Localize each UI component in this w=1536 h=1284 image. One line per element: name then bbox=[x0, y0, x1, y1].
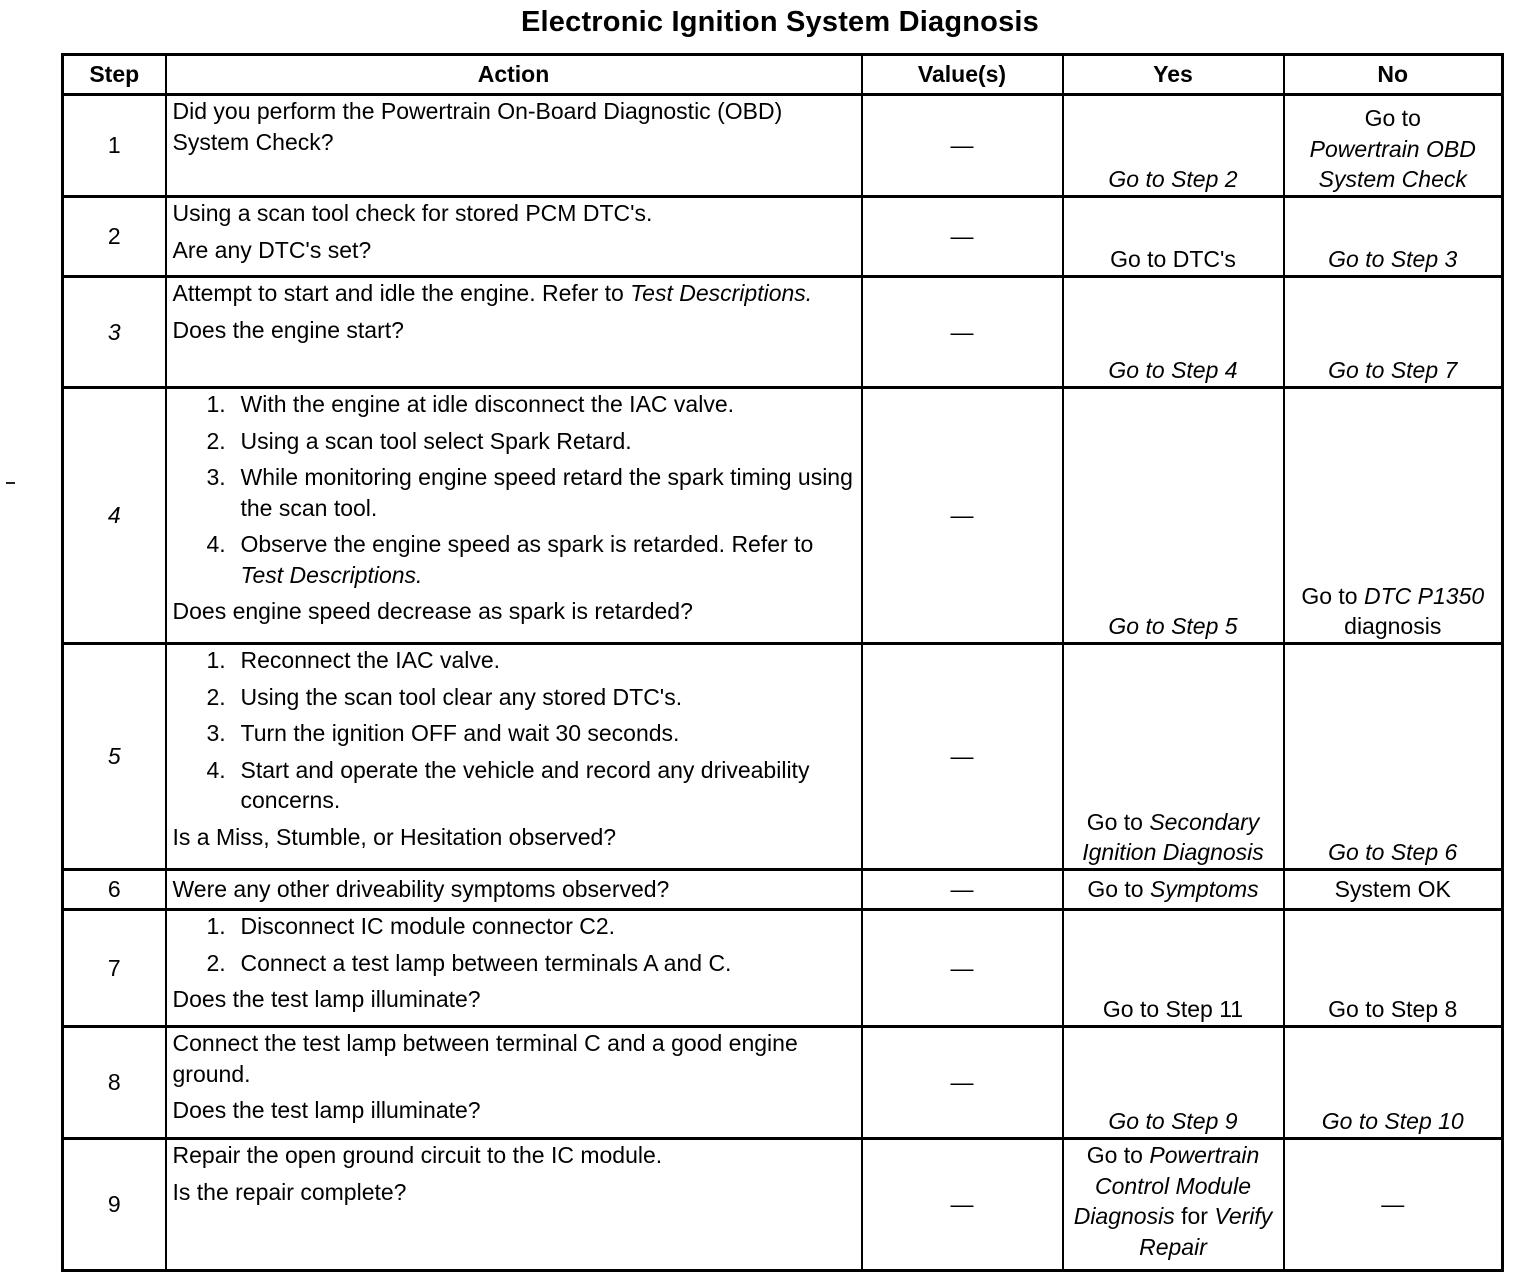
yes-prefix: Go to bbox=[1087, 876, 1144, 903]
table-row bbox=[63, 910, 1503, 1027]
yes-italic: Powertrain Control Module Diagnosis bbox=[1073, 1142, 1260, 1230]
value-dash: — bbox=[950, 1069, 974, 1096]
action-question: Does the test lamp illuminate? bbox=[172, 986, 481, 1013]
yes-cell bbox=[1063, 1139, 1284, 1271]
action-cell bbox=[166, 277, 862, 388]
header-step: Step bbox=[63, 55, 166, 95]
action-italic: Test Descriptions. bbox=[630, 280, 813, 306]
step-number: 1 bbox=[63, 95, 166, 197]
list-item: With the engine at idle disconnect the IAC valve. bbox=[240, 391, 735, 417]
action-text: Attempt to start and idle the engine. Refer to bbox=[172, 280, 624, 306]
value-cell bbox=[862, 277, 1063, 388]
header-no: No bbox=[1284, 55, 1503, 95]
list-item-italic: Test Descriptions. bbox=[240, 561, 423, 588]
yes-cell: Go to Step 9 bbox=[1063, 1027, 1284, 1139]
action-question: Does engine speed decrease as spark is retarded? bbox=[172, 598, 693, 625]
list-item: While monitoring engine speed retard the spark timing using the scan tool. bbox=[240, 464, 853, 521]
step-number: 9 bbox=[63, 1139, 166, 1271]
action-question: Does the test lamp illuminate? bbox=[172, 1097, 481, 1124]
step-number: 3 bbox=[63, 277, 166, 388]
action-cell bbox=[166, 910, 862, 1027]
list-item bbox=[241, 529, 855, 590]
step-number: 4 bbox=[63, 388, 166, 644]
header-action: Action bbox=[166, 55, 862, 95]
action-text: Repair the open ground circuit to the IC module. bbox=[172, 1142, 663, 1168]
no-cell bbox=[1284, 388, 1503, 644]
no-cell: Go to Step 10 bbox=[1284, 1027, 1503, 1139]
table-row bbox=[63, 95, 1503, 197]
step-number: 7 bbox=[63, 910, 166, 1027]
header-yes: Yes bbox=[1063, 55, 1284, 95]
step-number: 2 bbox=[63, 197, 166, 277]
no-italic: Powertrain OBD System Check bbox=[1309, 135, 1476, 193]
diagnosis-table bbox=[61, 53, 1504, 1272]
no-cell bbox=[1284, 1139, 1503, 1271]
value-dash: — bbox=[950, 954, 974, 981]
value-dash: — bbox=[1381, 1191, 1405, 1218]
list-item: Reconnect the IAC valve. bbox=[240, 647, 501, 673]
value-dash: — bbox=[950, 502, 974, 529]
header-value: Value(s) bbox=[862, 55, 1063, 95]
no-cell: System OK bbox=[1284, 870, 1503, 910]
no-prefix: Go to bbox=[1364, 105, 1421, 132]
value-dash: — bbox=[950, 132, 974, 159]
step-number: 6 bbox=[63, 870, 166, 910]
action-text: Using a scan tool check for stored PCM DTC's. bbox=[172, 200, 653, 226]
no-italic: DTC P1350 bbox=[1363, 582, 1485, 609]
list-item: Disconnect IC module connector C2. bbox=[240, 913, 616, 939]
procedure-list bbox=[173, 389, 855, 590]
value-dash: — bbox=[950, 743, 974, 770]
no-cell: Go to Step 3 bbox=[1284, 197, 1503, 277]
step-number: 8 bbox=[63, 1027, 166, 1139]
list-item: Turn the ignition OFF and wait 30 seconds. bbox=[240, 720, 680, 747]
action-cell bbox=[166, 95, 862, 197]
header-row bbox=[63, 55, 1503, 95]
yes-cell bbox=[1063, 870, 1284, 910]
yes-cell: Go to Step 5 bbox=[1063, 388, 1284, 644]
yes-prefix: Go to bbox=[1086, 808, 1143, 835]
yes-cell: Go to Step 4 bbox=[1063, 277, 1284, 388]
action-cell bbox=[166, 1027, 862, 1139]
list-item-text: Observe the engine speed as spark is retarded. Refer to bbox=[240, 531, 814, 558]
action-cell bbox=[166, 644, 862, 870]
list-item: Start and operate the vehicle and record any driveability concerns. bbox=[240, 756, 810, 814]
action-cell bbox=[166, 1139, 862, 1271]
value-dash: — bbox=[950, 1191, 974, 1218]
action-question: Are any DTC's set? bbox=[172, 236, 372, 263]
action-text: Were any other driveability symptoms observed? bbox=[172, 876, 670, 903]
no-cell bbox=[1284, 95, 1503, 197]
action-question: Is a Miss, Stumble, or Hesitation observed? bbox=[172, 823, 617, 850]
action-text: Did you perform the Powertrain On-Board Diagnostic (OBD) System Check? bbox=[172, 98, 783, 155]
table-row bbox=[63, 197, 1503, 277]
page-title: Electronic Ignition System Diagnosis bbox=[520, 6, 1040, 38]
table-row bbox=[63, 870, 1503, 910]
table-row bbox=[63, 644, 1503, 870]
procedure-list bbox=[173, 911, 855, 978]
yes-cell: Go to DTC's bbox=[1063, 197, 1284, 277]
value-cell bbox=[862, 644, 1063, 870]
no-cell: Go to Step 8 bbox=[1284, 910, 1503, 1027]
yes-prefix: Go to bbox=[1086, 1142, 1143, 1168]
value-dash: — bbox=[950, 223, 974, 250]
table-row bbox=[63, 1027, 1503, 1139]
value-cell bbox=[862, 95, 1063, 197]
yes-cell bbox=[1063, 644, 1284, 870]
value-dash: — bbox=[950, 318, 974, 345]
step-number: 5 bbox=[63, 644, 166, 870]
action-text: Connect the test lamp between terminal C and a good engine ground. bbox=[172, 1030, 798, 1087]
yes-cell: Go to Step 11 bbox=[1063, 910, 1284, 1027]
yes-italic-2: Verify Repair bbox=[1139, 1203, 1273, 1260]
value-cell bbox=[862, 197, 1063, 277]
margin-mark bbox=[6, 482, 15, 484]
value-cell bbox=[862, 1027, 1063, 1139]
value-dash: — bbox=[950, 876, 974, 903]
no-suffix: diagnosis bbox=[1344, 613, 1442, 640]
no-cell: Go to Step 7 bbox=[1284, 277, 1503, 388]
action-question: Does the engine start? bbox=[172, 316, 404, 343]
yes-mid: for bbox=[1181, 1203, 1208, 1230]
yes-italic: Secondary Ignition Diagnosis bbox=[1082, 808, 1264, 866]
table-row bbox=[63, 1139, 1503, 1271]
no-prefix: Go to bbox=[1301, 582, 1358, 609]
list-item: Connect a test lamp between terminals A and C. bbox=[240, 949, 732, 976]
table-row bbox=[63, 277, 1503, 388]
procedure-list bbox=[173, 645, 855, 816]
value-cell bbox=[862, 1139, 1063, 1271]
no-cell: Go to Step 6 bbox=[1284, 644, 1503, 870]
table-row bbox=[63, 388, 1503, 644]
value-cell bbox=[862, 388, 1063, 644]
value-cell bbox=[862, 910, 1063, 1027]
value-cell bbox=[862, 870, 1063, 910]
list-item: Using the scan tool clear any stored DTC's. bbox=[240, 683, 683, 710]
action-cell bbox=[166, 197, 862, 277]
list-item: Using a scan tool select Spark Retard. bbox=[240, 427, 632, 454]
yes-cell: Go to Step 2 bbox=[1063, 95, 1284, 197]
action-cell bbox=[166, 870, 862, 910]
action-cell bbox=[166, 388, 862, 644]
action-question: Is the repair complete? bbox=[172, 1178, 407, 1205]
yes-italic: Symptoms bbox=[1150, 876, 1259, 903]
